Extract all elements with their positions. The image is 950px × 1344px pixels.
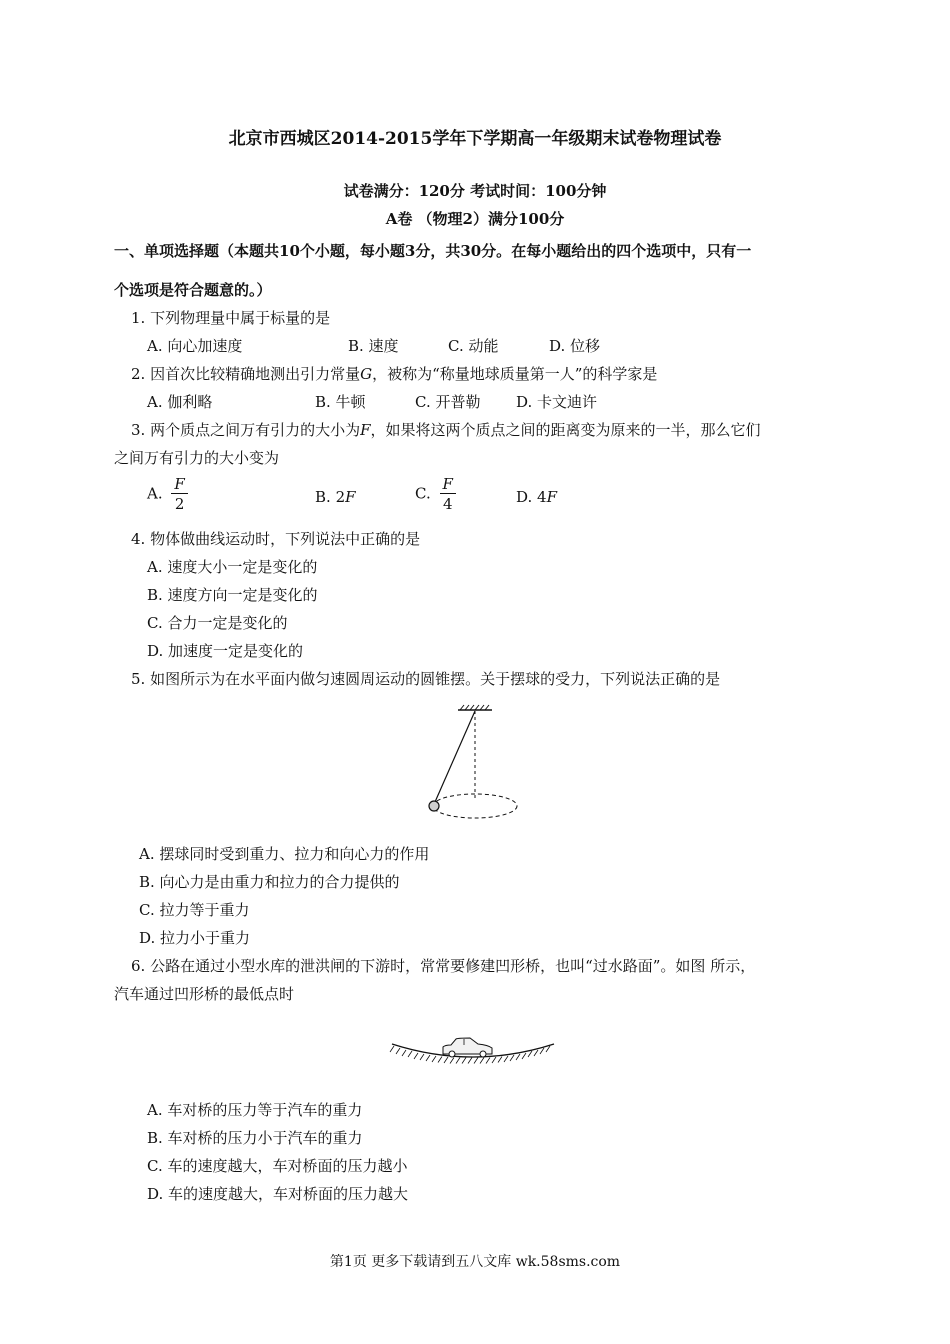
exam-meta-score-time: 试卷满分：120分 考试时间：100分钟: [343, 182, 607, 200]
q3-option-b-coef: 2: [335, 488, 346, 506]
q4-stem: 4. 物体做曲线运动时，下列说法中正确的是: [131, 530, 421, 548]
q5-stem: 5. 如图所示为在水平面内做匀速圆周运动的圆锥摆。关于摆球的受力，下列说法正确的是: [131, 670, 721, 688]
q1-option-b: B. 速度: [348, 337, 399, 355]
q4-option-a: A. 速度大小一定是变化的: [147, 558, 318, 576]
q1-stem: 1. 下列物理量中属于标量的是: [131, 309, 331, 327]
q4-option-c: C. 合力一定是变化的: [147, 614, 288, 632]
q3-option-d-label: D.: [516, 488, 533, 506]
q3-stem-post: ，如果将这两个质点之间的距离变为原来的一半，那么它们: [370, 421, 761, 439]
section-heading-line1: 一、单项选择题（本题共10个小题，每小题3分，共30分。在每小题给出的四个选项中，只有一: [114, 242, 752, 260]
q3-option-c: [415, 475, 456, 514]
q6-stem-line2: 汽车通过凹形桥的最低点时: [114, 985, 295, 1003]
q3-symbol-f: F: [360, 421, 371, 439]
conical-pendulum-figure: [420, 702, 530, 830]
q2-option-a: A. 伽利略: [147, 393, 213, 411]
q3-stem: [131, 419, 761, 440]
q3-option-d-coef: 4: [537, 488, 547, 506]
q2-option-b: B. 牛顿: [315, 393, 366, 411]
q1-option-a: A. 向心加速度: [147, 337, 243, 355]
q3-option-a: [147, 475, 188, 514]
q5-option-a: A. 摆球同时受到重力、拉力和向心力的作用: [139, 845, 430, 863]
q3-option-a-denominator: 2: [174, 495, 185, 513]
q6-stem: 6. 公路在通过小型水库的泄洪闸的下游时，常常要修建凹形桥，也叫“过水路面”。如图 所示，: [131, 957, 756, 975]
concave-bridge-figure: [388, 1030, 558, 1080]
q3-stem-pre: 3. 两个质点之间万有引力的大小为: [131, 421, 361, 439]
q1-option-c: C. 动能: [448, 337, 499, 355]
exam-meta-part-a: A卷 （物理2）满分100分: [385, 210, 565, 228]
q3-option-c-numerator: F: [440, 475, 456, 494]
q3-option-b-label: B.: [315, 488, 331, 506]
q2-symbol-g: G: [360, 365, 373, 383]
page-title: 北京市西城区2014-2015学年下学期高一年级期末试卷物理试卷: [228, 129, 722, 149]
q2-option-d: D. 卡文迪许: [516, 393, 598, 411]
q6-option-c: C. 车的速度越大，车对桥面的压力越小: [147, 1157, 408, 1175]
page-footer: 第1页 更多下载请到五八文库 wk.58sms.com: [329, 1254, 621, 1270]
q3-option-b: [315, 488, 356, 506]
q3-option-a-fraction: [171, 475, 187, 514]
q3-option-c-denominator: 4: [442, 495, 453, 513]
q6-option-a: A. 车对桥的压力等于汽车的重力: [147, 1101, 363, 1119]
q1-option-d: D. 位移: [549, 337, 601, 355]
q3-option-a-numerator: F: [171, 475, 187, 494]
q3-stem-line2: 之间万有引力的大小变为: [114, 449, 280, 467]
q4-option-b: B. 速度方向一定是变化的: [147, 586, 318, 604]
q6-option-b: B. 车对桥的压力小于汽车的重力: [147, 1129, 363, 1147]
q6-option-d: D. 车的速度越大，车对桥面的压力越大: [147, 1185, 409, 1203]
section-heading-line2: 个选项是符合题意的。）: [114, 281, 272, 299]
q3-option-b-symbol: F: [345, 488, 356, 506]
q5-option-b: B. 向心力是由重力和拉力的合力提供的: [139, 873, 400, 891]
q5-option-c: C. 拉力等于重力: [139, 901, 250, 919]
q3-option-c-fraction: [440, 475, 456, 514]
q2-stem-post: ，被称为“称量地球质量第一人”的科学家是: [372, 365, 658, 383]
q3-option-d-symbol: F: [546, 488, 558, 506]
q2-stem: [131, 363, 657, 384]
q5-option-d: D. 拉力小于重力: [139, 929, 251, 947]
q2-option-c: C. 开普勒: [415, 393, 481, 411]
q3-option-d: [516, 488, 557, 506]
q4-option-d: D. 加速度一定是变化的: [147, 642, 304, 660]
q3-option-c-label: C.: [415, 484, 431, 503]
q3-option-a-label: A.: [147, 484, 163, 503]
q2-stem-pre: 2. 因首次比较精确地测出引力常量: [131, 365, 361, 383]
